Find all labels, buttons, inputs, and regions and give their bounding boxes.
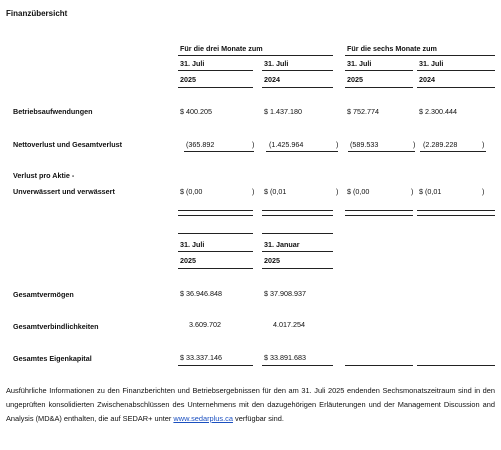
eps-value: $ (0,01 bbox=[264, 187, 287, 196]
total-liabilities-value: 3.609.702 bbox=[189, 320, 221, 329]
row-label-total-equity: Gesamtes Eigenkapital bbox=[13, 354, 92, 363]
col-header-year: 2024 bbox=[419, 75, 435, 84]
col-header-date: 31. Juli bbox=[419, 59, 444, 68]
eps-value: $ (0,00 bbox=[180, 187, 203, 196]
opex-value: $ 752.774 bbox=[347, 107, 379, 116]
col-header-year: 2025 bbox=[180, 75, 196, 84]
opex-value: $ 1.437.180 bbox=[264, 107, 302, 116]
row-rule bbox=[348, 151, 415, 152]
col-rule bbox=[345, 87, 413, 88]
balance-col-year: 2025 bbox=[264, 256, 280, 265]
row-label-eps-sub: Unverwässert und verwässert bbox=[13, 187, 115, 196]
col-header-year: 2024 bbox=[264, 75, 280, 84]
col-rule bbox=[262, 233, 333, 234]
close-paren: ) bbox=[336, 140, 339, 149]
total-assets-value: $ 37.908.937 bbox=[264, 289, 306, 298]
footnote-text: Ausführliche Informationen zu den Finanzberichten und Betriebsergebnissen für den am 31. Juli 2025 endenden Sechsmonatszeitraum sind in den ungeprüften konsolidierten Zwischenabschlüssen des Unternehmens mit den dazugehörigen Erläuterungen und der Management Discussion and Analysis (MD&A) enthalten, die auf SEDAR+ unter bbox=[6, 386, 495, 423]
balance-col-year: 2025 bbox=[180, 256, 196, 265]
page-title: Finanzübersicht bbox=[6, 9, 68, 18]
close-paren: ) bbox=[482, 140, 485, 149]
row-label-total-liabilities: Gesamtverbindlichkeiten bbox=[13, 322, 99, 331]
opex-value: $ 400.205 bbox=[180, 107, 212, 116]
close-paren: ) bbox=[252, 187, 255, 196]
footnote bbox=[6, 384, 495, 426]
row-rule bbox=[266, 151, 338, 152]
header-rule bbox=[345, 55, 495, 56]
header-six-months: Für die sechs Monate zum bbox=[347, 44, 437, 53]
close-paren: ) bbox=[411, 187, 414, 196]
col-rule bbox=[417, 87, 495, 88]
close-paren: ) bbox=[252, 140, 255, 149]
row-rule bbox=[417, 215, 495, 216]
col-rule bbox=[345, 70, 413, 71]
row-rule bbox=[262, 210, 333, 211]
row-rule bbox=[184, 151, 254, 152]
col-rule bbox=[178, 251, 253, 252]
net-loss-value: (2.289.228 bbox=[423, 140, 458, 149]
row-rule bbox=[178, 215, 253, 216]
row-rule bbox=[262, 365, 333, 366]
net-loss-value: (1.425.964 bbox=[269, 140, 304, 149]
total-liabilities-value: 4.017.254 bbox=[273, 320, 305, 329]
row-rule bbox=[345, 365, 413, 366]
net-loss-value: (589.533 bbox=[350, 140, 379, 149]
row-rule bbox=[178, 210, 253, 211]
row-rule bbox=[417, 210, 495, 211]
col-rule bbox=[178, 233, 253, 234]
col-rule bbox=[262, 70, 333, 71]
col-rule bbox=[417, 70, 495, 71]
close-paren: ) bbox=[413, 140, 416, 149]
balance-col-date: 31. Januar bbox=[264, 240, 300, 249]
col-header-date: 31. Juli bbox=[180, 59, 205, 68]
total-assets-value: $ 36.946.848 bbox=[180, 289, 222, 298]
close-paren: ) bbox=[336, 187, 339, 196]
col-header-date: 31. Juli bbox=[264, 59, 289, 68]
col-header-date: 31. Juli bbox=[347, 59, 372, 68]
row-label-opex: Betriebsaufwendungen bbox=[13, 107, 93, 116]
row-rule bbox=[178, 365, 253, 366]
col-rule bbox=[262, 251, 333, 252]
row-rule bbox=[345, 215, 413, 216]
header-rule bbox=[178, 55, 333, 56]
row-rule bbox=[417, 365, 495, 366]
row-label-net-loss: Nettoverlust und Gesamtverlust bbox=[13, 140, 123, 149]
row-label-eps: Verlust pro Aktie - bbox=[13, 171, 75, 180]
row-label-total-assets: Gesamtvermögen bbox=[13, 290, 74, 299]
row-rule bbox=[262, 215, 333, 216]
col-rule bbox=[262, 268, 333, 269]
eps-value: $ (0,00 bbox=[347, 187, 370, 196]
footnote-tail: verfügbar sind. bbox=[232, 414, 284, 423]
col-rule bbox=[178, 70, 253, 71]
col-rule bbox=[262, 87, 333, 88]
header-three-months: Für die drei Monate zum bbox=[180, 44, 263, 53]
close-paren: ) bbox=[482, 187, 485, 196]
net-loss-value: (365.892 bbox=[186, 140, 215, 149]
col-rule bbox=[178, 87, 253, 88]
col-rule bbox=[178, 268, 253, 269]
eps-value: $ (0,01 bbox=[419, 187, 442, 196]
total-equity-value: $ 33.891.683 bbox=[264, 353, 306, 362]
row-rule bbox=[420, 151, 486, 152]
opex-value: $ 2.300.444 bbox=[419, 107, 457, 116]
row-rule bbox=[345, 210, 413, 211]
sedar-link[interactable]: www.sedarplus.ca bbox=[173, 414, 233, 423]
total-equity-value: $ 33.337.146 bbox=[180, 353, 222, 362]
col-header-year: 2025 bbox=[347, 75, 363, 84]
balance-col-date: 31. Juli bbox=[180, 240, 205, 249]
